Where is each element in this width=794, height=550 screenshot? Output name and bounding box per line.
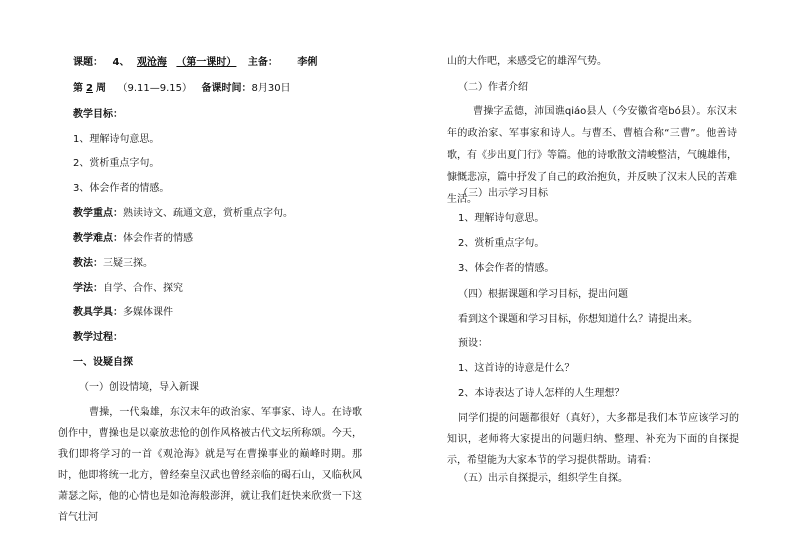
summary-paragraph: 同学们提的问题都很好（真好），大多都是我们本节应该学习的知识，老师将大家提出的问题归纳、整理、补充为下面的自探提示，希望能为大家本节的学习提供帮助。请看： [447,413,739,466]
prep-time-label: 备课时间： [201,83,252,94]
difficulty-label: 教学难点： [73,233,123,244]
goal-item: 2、赏析重点字句。 [73,158,160,169]
author-heading: （二）作者介绍 [458,82,528,93]
method-text: 三疑三探。 [103,258,153,269]
section5-heading: （五）出示自探提示，组织学生自探。 [458,473,628,484]
subject-label: 课题： [73,57,103,68]
week-number: 2 [86,83,93,94]
section1-heading: 一、设疑自探 [73,357,133,368]
learning-line [73,283,183,295]
study-goal-item: 3、体会作者的情感。 [458,263,555,274]
tools-label: 教具学具： [73,307,123,318]
author-paragraph: 曹操字孟德，沛国谯qiáo县人（今安徽省亳bó县）。东汉末年的政治家、军事家和诗人。与曹丕、曹植合称“三曹”。他善诗歌，有《步出夏门行》等篇。他的诗歌散文清峻整洁，气魄雄伟，慷慨悲凉，篇中抒发了自己的政治抱负，并反映了汉末人民的苦难生活。 [447,106,737,205]
study-goal-item: 2、赏析重点字句。 [458,238,545,249]
subject-line [73,57,317,69]
preset-item: 1、这首诗的诗意是什么？ [458,363,575,374]
subject-number: 4、 [112,57,130,68]
week-suffix: 周 [95,83,106,94]
continuation-line: 山的大作吧，来感受它的雄浑气势。 [447,56,607,67]
key-points-label: 教学重点： [73,208,123,219]
learning-text: 自学、合作、探究 [103,283,183,294]
method-label: 教法： [73,258,103,269]
goal-item: 3、体会作者的情感。 [73,183,170,194]
question-heading: （四）根据课题和学习目标，提出问题 [458,289,628,300]
preparer-name: 李俐 [297,57,318,68]
subject-session: （第一课时） [176,57,237,68]
difficulty-line [73,233,193,245]
week-line [73,83,291,95]
week-range: （9.11—9.15） [117,83,192,94]
preparer-label: 主备： [247,57,278,68]
question-prompt: 看到这个课题和学习目标，你想知道什么？请提出来。 [458,314,698,325]
study-goal-item: 1、理解诗句意思。 [458,213,545,224]
goals-heading: 教学目标： [73,109,123,120]
study-goals-heading: （三）出示学习目标 [458,188,548,199]
key-points-line [73,208,293,220]
key-points-text: 熟读诗文、疏通文意，赏析重点字句。 [123,208,293,219]
tools-text: 多媒体课件 [123,307,173,318]
difficulty-text: 体会作者的情感 [123,233,193,244]
process-heading: 教学过程： [73,332,123,343]
goal-item: 1、理解诗句意思。 [73,134,160,145]
subject-title: 观沧海 [136,57,167,68]
week-prefix: 第 [73,83,83,94]
tools-line [73,307,173,319]
section1-subheading: （一）创设情境，导入新课 [79,382,199,393]
learning-label: 学法： [73,283,103,294]
intro-paragraph: 曹操，一代枭雄，东汉末年的政治家、军事家、诗人。在诗歌创作中，曹操也是以豪放悲怆的创作风格被古代文坛所称颂。今天，我们即将学习的一首《观沧海》就是写在曹操事业的巅峰时期。那时，他即将统一北方，曾经秦皇汉武也曾经亲临的碣石山，又临秋风萧瑟之际，他的心情也是如沧海般澎湃，就让我们赶快来欣赏一下这首气壮河 [58,407,362,523]
preset-label: 预设： [458,338,488,349]
method-line [73,258,153,270]
preset-item: 2、本诗表达了诗人怎样的人生理想？ [458,388,625,399]
prep-time: 8月30日 [251,83,291,94]
